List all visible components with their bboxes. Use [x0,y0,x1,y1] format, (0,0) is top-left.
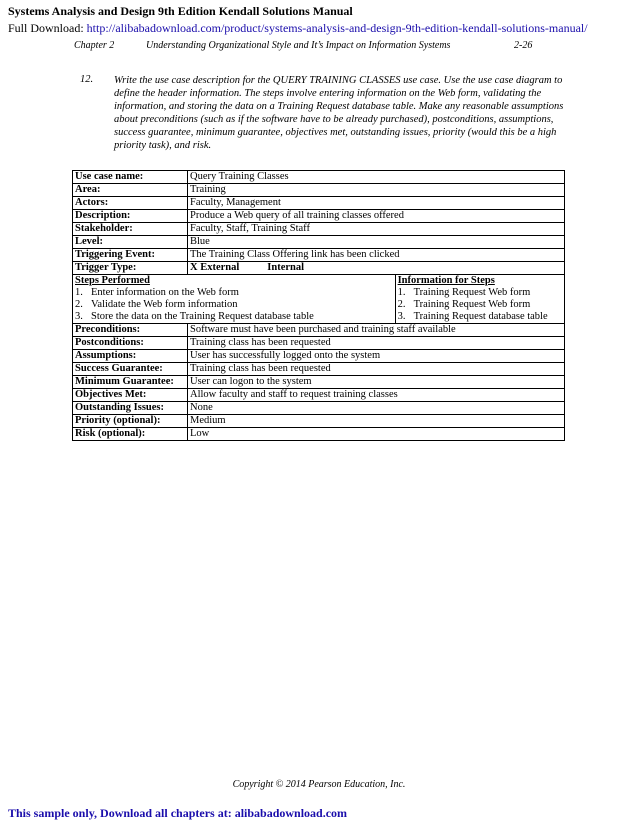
row-value: Faculty, Management [188,197,565,210]
row-label: Assumptions: [73,350,188,363]
info-item: 2. Training Request Web form [397,299,531,310]
info-item: 3. Training Request database table [397,311,548,322]
steps-row [73,275,565,324]
copyright-footer: Copyright © 2014 Pearson Education, Inc. [232,779,406,790]
row-label: Trigger Type: [73,262,188,275]
row-label: Risk (optional): [73,428,188,441]
table-row [73,350,565,363]
table-row [73,236,565,249]
row-label: Objectives Met: [73,389,188,402]
step-item: 3. Store the data on the Training Request database table [75,311,314,322]
row-label: Triggering Event: [73,249,188,262]
table-row [73,389,565,402]
row-value: Software must have been purchased and training staff available [188,324,565,337]
row-label: Minimum Guarantee: [73,376,188,389]
table-row [73,428,565,441]
step-item: 1. Enter information on the Web form [75,287,239,298]
download-label: Full Download: [8,21,84,35]
row-label: Actors: [73,197,188,210]
table-row [73,210,565,223]
row-label: Level: [73,236,188,249]
page-number: 2-26 [514,40,533,51]
row-label: Preconditions: [73,324,188,337]
row-label: Postconditions: [73,337,188,350]
row-label: Success Guarantee: [73,363,188,376]
row-value: Training class has been requested [188,363,565,376]
chapter-label: Chapter 2 [74,40,115,51]
download-promo-link[interactable]: This sample only, Download all chapters at: alibabadownload.com [8,806,348,820]
step-item: 2. Validate the Web form information [75,299,238,310]
information-for-steps-cell [395,275,564,324]
question-text: Write the use case description for the QUERY TRAINING CLASSES use case. Use the use case diagram to define the header information. The steps involve entering information on the Web form, validating the information, and storing the data on a Training Request database table. Make any reasonable assumptions about preconditions (such as if the software have to be already purchased), postconditions, assumptions, success guarantee, minimum guarantee, objectives met, outstanding issues, priority (would this be a high priority task), and risk. [114,75,564,151]
table-row [73,337,565,350]
steps-performed-heading: Steps Performed [75,275,150,286]
table-row [73,197,565,210]
row-label: Area: [73,184,188,197]
row-value: User has successfully logged onto the system [188,350,565,363]
table-row [73,402,565,415]
row-value: Query Training Classes [188,171,565,184]
use-case-table [72,170,565,441]
table-row [73,324,565,337]
table-row [73,415,565,428]
table-row [73,171,565,184]
info-item: 1. Training Request Web form [397,287,531,298]
row-value: Training [188,184,565,197]
trigger-type-value [188,262,565,275]
download-link[interactable]: http://alibabadownload.com/product/systems-analysis-and-design-9th-edition-kendall-solutions-manual/ [86,21,588,35]
row-value: Faculty, Staff, Training Staff [188,223,565,236]
row-value: Training class has been requested [188,337,565,350]
information-for-steps-heading: Information for Steps [397,275,495,286]
chapter-title: Understanding Organizational Style and It’s Impact on Information Systems [146,40,451,51]
row-value: Blue [188,236,565,249]
table-row [73,249,565,262]
row-label: Outstanding Issues: [73,402,188,415]
table-row [73,376,565,389]
download-line [8,21,588,36]
row-value: The Training Class Offering link has been clicked [188,249,565,262]
row-label: Description: [73,210,188,223]
question-number: 12. [80,74,94,85]
table-row [73,223,565,236]
row-label: Use case name: [73,171,188,184]
row-value: Low [188,428,565,441]
row-value: User can logon to the system [188,376,565,389]
row-label: Stakeholder: [73,223,188,236]
table-row [73,184,565,197]
row-value: Medium [188,415,565,428]
document-banner-title: Systems Analysis and Design 9th Edition Kendall Solutions Manual [8,4,353,18]
trigger-option-external: X External [190,262,240,273]
row-label: Priority (optional): [73,415,188,428]
steps-performed-cell [73,275,396,324]
row-value: Produce a Web query of all training classes offered [188,210,565,223]
row-value: None [188,402,565,415]
trigger-option-internal: Internal [267,262,305,273]
trigger-type-row [73,262,565,275]
row-value: Allow faculty and staff to request training classes [188,389,565,402]
table-row [73,363,565,376]
